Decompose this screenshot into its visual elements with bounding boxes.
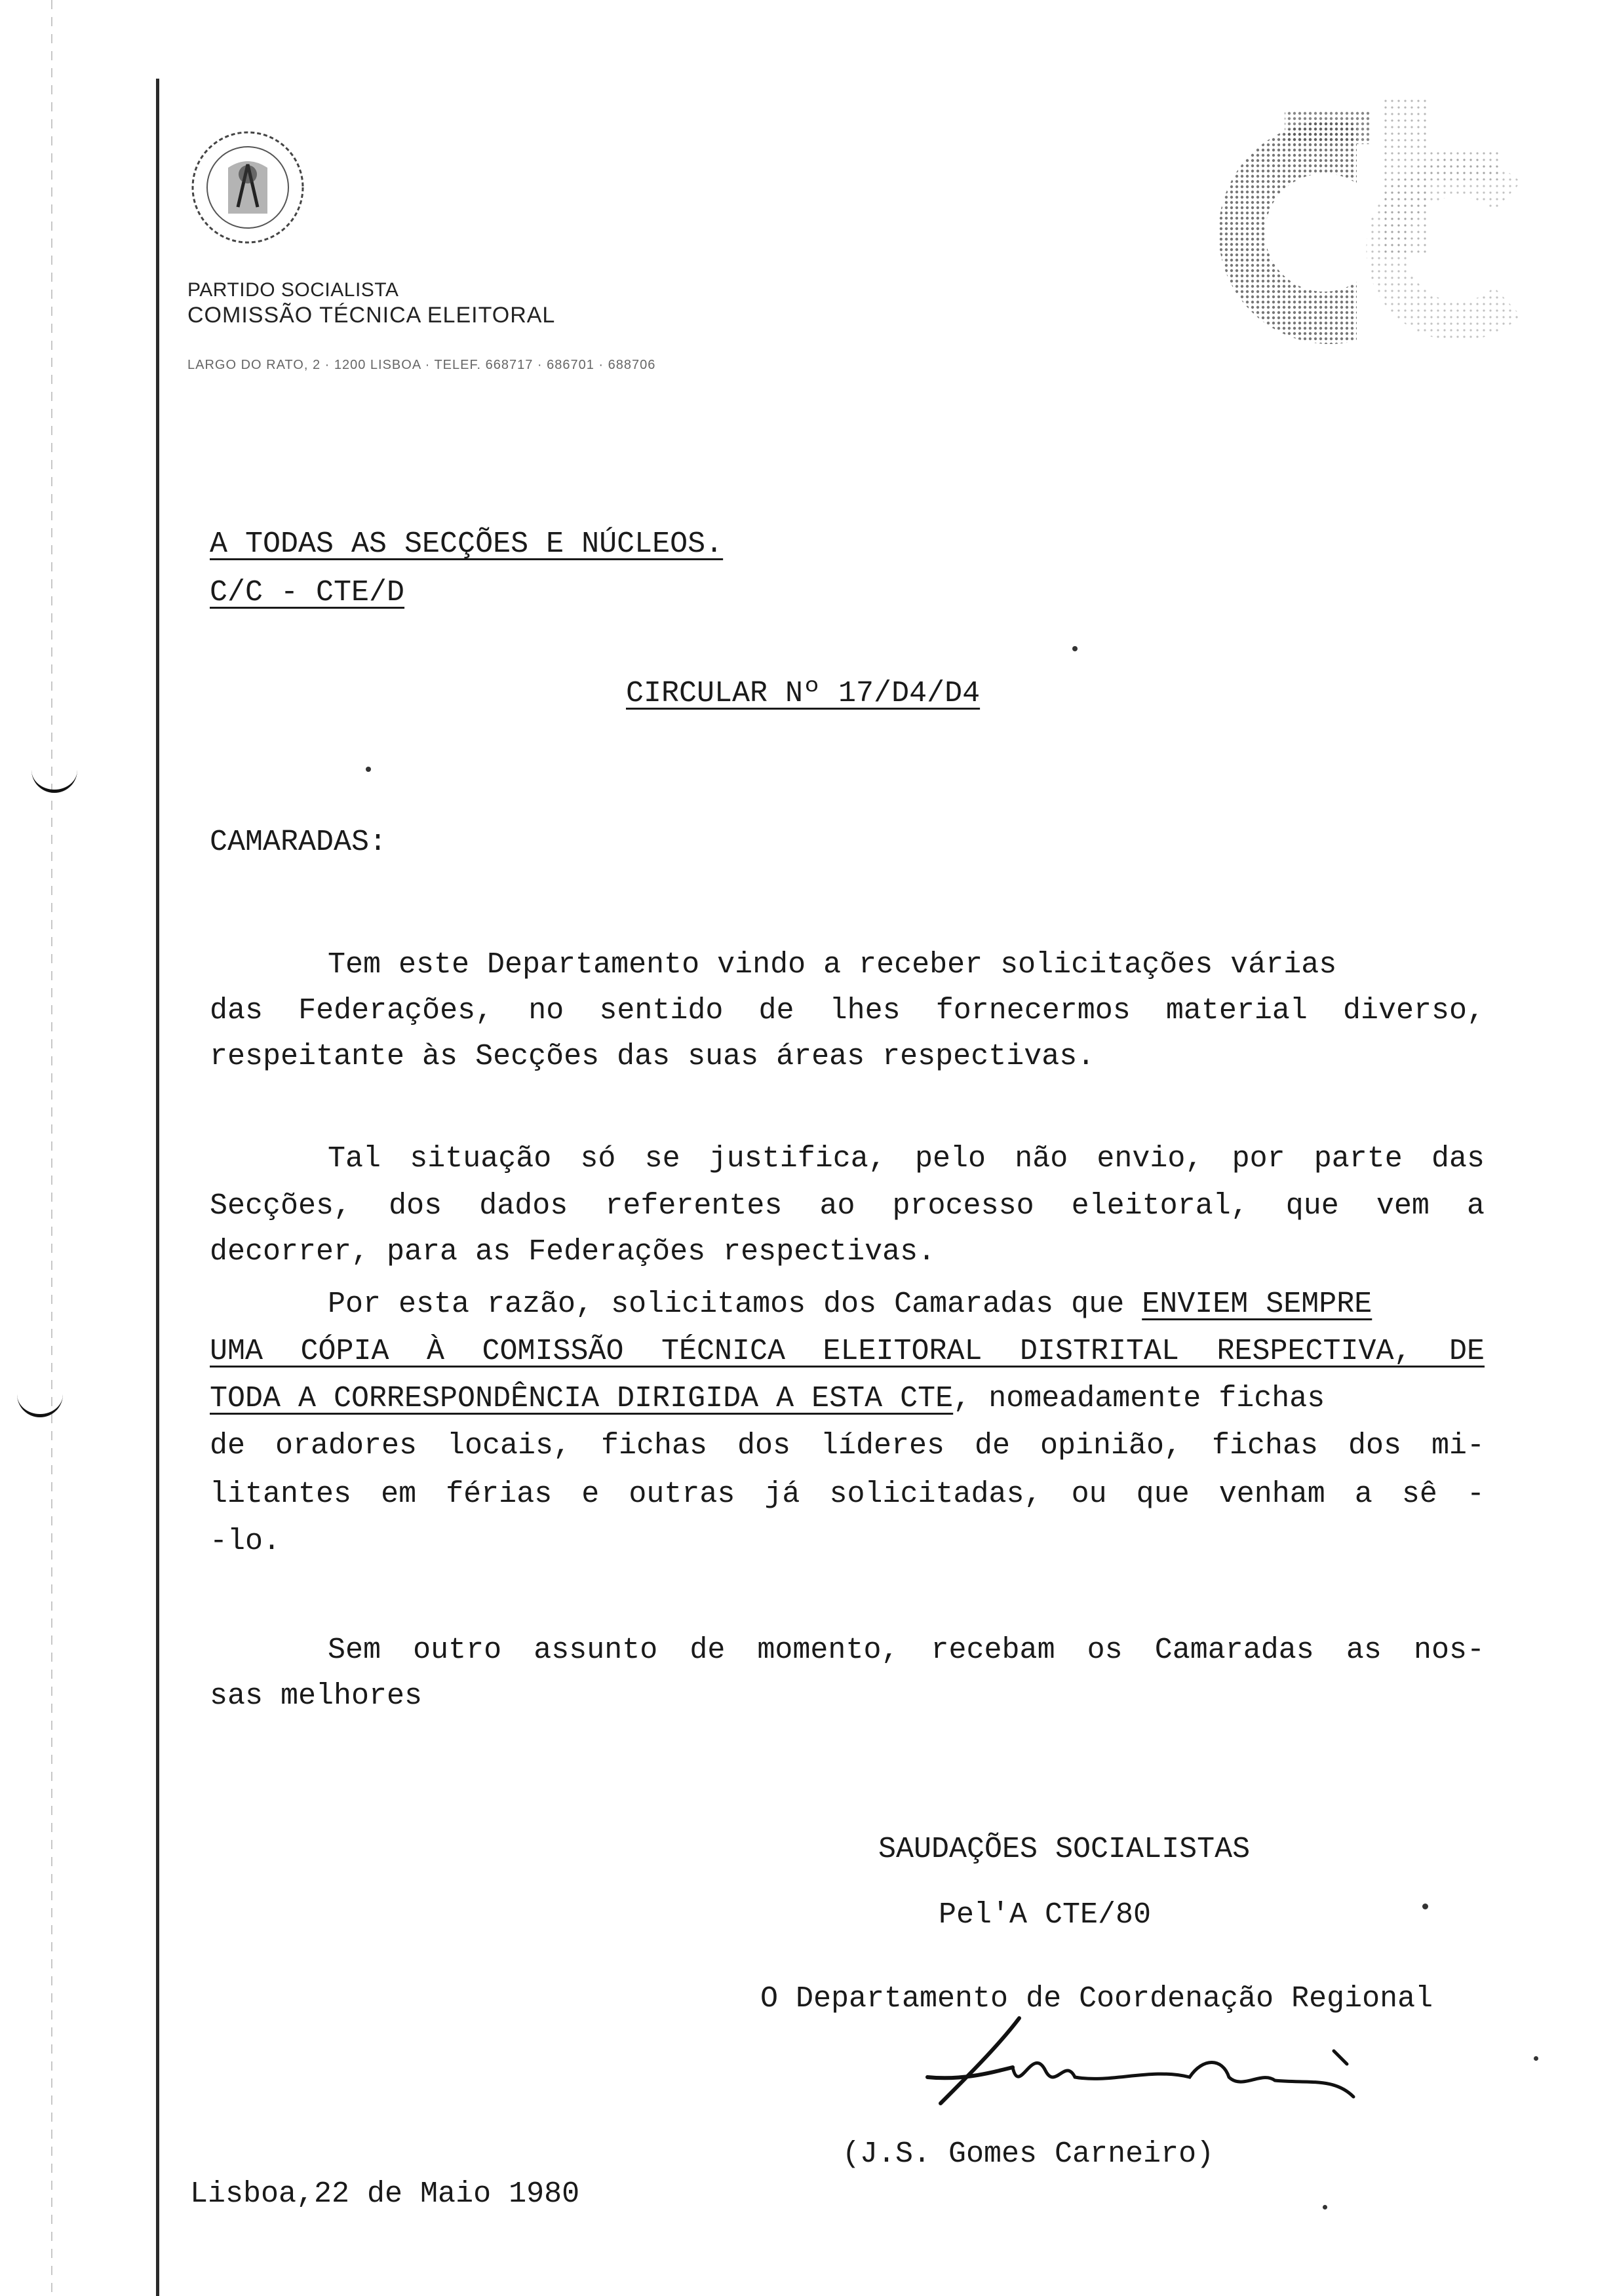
cte-logo-icon bbox=[1193, 85, 1593, 347]
org-name: PARTIDO SOCIALISTA bbox=[187, 279, 399, 301]
scan-speck bbox=[1534, 2056, 1538, 2061]
body-line bbox=[210, 1384, 1325, 1413]
circular-title: CIRCULAR Nº 17/D4/D4 bbox=[626, 677, 981, 710]
body-line: Tem este Departamento vindo a receber solicitações várias bbox=[328, 948, 1337, 982]
body-line: decorrer, para as Federações respectivas. bbox=[210, 1235, 936, 1269]
body-line: Secções, dos dados referentes ao processo eleitoral, que vem a bbox=[210, 1189, 1485, 1223]
body-line: respeitante às Secções das suas áreas respectivas. bbox=[210, 1040, 1095, 1073]
body-line: Sem outro assunto de momento, recebam os Camaradas as nos- bbox=[328, 1634, 1485, 1667]
closing-greeting: SAUDAÇÕES SOCIALISTAS bbox=[878, 1833, 1251, 1866]
handwritten-signature-icon bbox=[914, 2005, 1367, 2130]
scan-speck bbox=[1422, 1904, 1428, 1909]
salutation: CAMARADAS: bbox=[210, 826, 387, 859]
body-line: de oradores locais, fichas dos líderes de opinião, fichas dos mi- bbox=[210, 1429, 1485, 1463]
body-line: -lo. bbox=[210, 1525, 281, 1558]
body-line: litantes em férias e outras já solicitadas, ou que venham a sê - bbox=[210, 1478, 1485, 1511]
closing-department: O Departamento de Coordenação Regional bbox=[760, 1982, 1433, 2016]
org-department: COMISSÃO TÉCNICA ELEITORAL bbox=[187, 303, 556, 328]
body-line: sas melhores bbox=[210, 1679, 423, 1713]
body-line: Tal situação só se justifica, pelo não envio, por parte das bbox=[328, 1142, 1485, 1176]
punch-hole-mark bbox=[17, 1388, 63, 1417]
signatory-name: (J.S. Gomes Carneiro) bbox=[842, 2137, 1215, 2171]
body-text: Por esta razão, solicitamos dos Camaradas que bbox=[328, 1288, 1125, 1321]
recipients-cc: C/C - CTE/D bbox=[210, 576, 405, 609]
emphasis-underlined: TODA A CORRESPONDÊNCIA DIRIGIDA A ESTA CTE bbox=[210, 1382, 954, 1415]
emphasis-underlined: ENVIEM SEMPRE bbox=[1142, 1288, 1372, 1321]
closing-by: Pel'A CTE/80 bbox=[939, 1898, 1152, 1932]
scan-edge-line bbox=[51, 0, 52, 2296]
scan-speck bbox=[1323, 2205, 1327, 2210]
emphasis-underlined: UMA CÓPIA À COMISSÃO TÉCNICA ELEITORAL DISTRITAL RESPECTIVA, DE bbox=[210, 1335, 1485, 1368]
margin-rule bbox=[156, 79, 159, 2296]
body-text: , nomeadamente fichas bbox=[953, 1382, 1325, 1415]
org-address: LARGO DO RATO, 2 · 1200 LISBOA · TELEF. 668717 · 686701 · 688706 bbox=[187, 358, 656, 372]
body-line bbox=[328, 1290, 1372, 1319]
body-line: das Federações, no sentido de lhes fornecermos material diverso, bbox=[210, 994, 1485, 1027]
party-seal-icon bbox=[189, 128, 307, 246]
scan-speck bbox=[1072, 646, 1078, 651]
recipients-to: A TODAS AS SECÇÕES E NÚCLEOS. bbox=[210, 527, 724, 561]
place-date: Lisboa,22 de Maio 1980 bbox=[190, 2177, 580, 2211]
punch-hole-mark bbox=[31, 763, 77, 793]
scan-speck bbox=[366, 767, 371, 772]
